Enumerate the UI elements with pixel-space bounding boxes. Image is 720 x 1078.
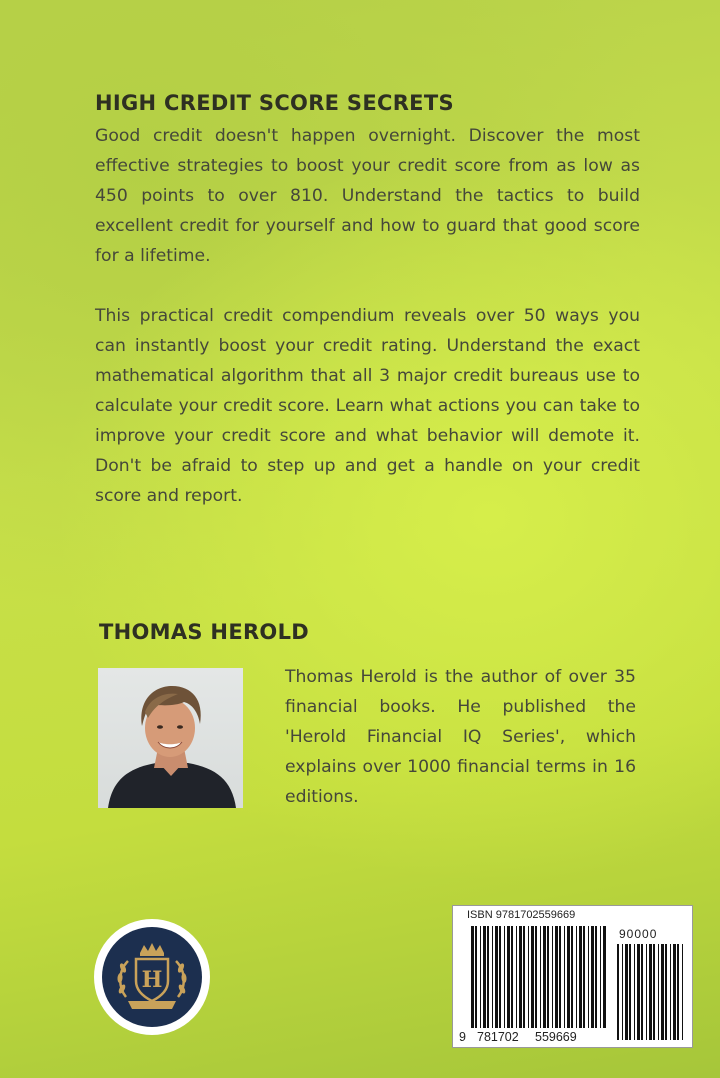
barcode-bar xyxy=(555,926,558,1028)
isbn-label: ISBN 9781702559669 xyxy=(467,909,576,921)
barcode-bar xyxy=(487,926,489,1028)
publisher-logo xyxy=(94,919,210,1035)
barcode-bar xyxy=(641,944,643,1040)
barcode-bar xyxy=(583,926,585,1028)
barcode-bar xyxy=(603,926,606,1028)
barcode-bar xyxy=(543,926,546,1028)
barcode-bar xyxy=(475,926,477,1028)
barcode-bar xyxy=(519,926,522,1028)
crest-letter: H xyxy=(141,967,163,993)
barcode-bar xyxy=(595,926,597,1028)
barcode-bar xyxy=(646,944,647,1040)
barcode-bar xyxy=(625,944,628,1040)
author-photo xyxy=(98,668,243,808)
barcode-bar xyxy=(531,926,534,1028)
barcode-bar xyxy=(576,926,577,1028)
crest-icon xyxy=(98,923,206,1031)
barcode-bar xyxy=(523,926,525,1028)
barcode-bar xyxy=(540,926,541,1028)
barcode-icon xyxy=(453,906,694,1049)
barcode-digit-group: 781702 xyxy=(477,1030,519,1044)
barcode-bar xyxy=(637,944,640,1040)
barcode-bar xyxy=(528,926,529,1028)
barcode-bar xyxy=(480,926,481,1028)
barcode-bar xyxy=(495,926,498,1028)
barcode-bar xyxy=(591,926,594,1028)
barcode-bar xyxy=(571,926,573,1028)
barcode-bar xyxy=(511,926,513,1028)
barcode-bar xyxy=(492,926,493,1028)
barcode-bar xyxy=(588,926,589,1028)
barcode-bar xyxy=(579,926,582,1028)
barcode-bar xyxy=(617,944,619,1040)
barcode-bar xyxy=(507,926,510,1028)
barcode-bar xyxy=(564,926,565,1028)
barcode-bar xyxy=(559,926,561,1028)
author-portrait-icon xyxy=(98,668,243,808)
barcode-bar xyxy=(670,944,671,1040)
barcode-digit-group: 9 xyxy=(459,1030,466,1044)
barcode-bar xyxy=(629,944,631,1040)
barcode-bar xyxy=(547,926,549,1028)
barcode-bar xyxy=(535,926,537,1028)
barcode-bar xyxy=(673,944,676,1040)
barcode-bar xyxy=(499,926,501,1028)
blurb-paragraph-1: Good credit doesn't happen overnight. Discover the most effective strategies to boost your credit score from as low as 450 points to over 810. Understand the tactics to build excellent credit for yourself and how to guard that good score for a lifetime. xyxy=(95,126,640,266)
barcode-bar xyxy=(600,926,601,1028)
barcode-bar xyxy=(516,926,517,1028)
barcode-bar xyxy=(567,926,570,1028)
barcode-bar xyxy=(504,926,505,1028)
author-heading: THOMAS HEROLD xyxy=(99,620,309,644)
barcode-bar xyxy=(682,944,683,1040)
price-code: 90000 xyxy=(619,927,658,941)
barcode-box xyxy=(452,905,693,1048)
author-bio: Thomas Herold is the author of over 35 financial books. He published the 'Herold Financial IQ Series', which explains over 1000 financial terms in 16 editions. xyxy=(285,667,636,807)
blurb-title: HIGH CREDIT SCORE SECRETS xyxy=(95,91,454,115)
barcode-bar xyxy=(649,944,652,1040)
barcode-bar xyxy=(677,944,679,1040)
barcode-bar xyxy=(634,944,635,1040)
barcode-bar xyxy=(552,926,553,1028)
barcode-bar xyxy=(658,944,659,1040)
barcode-bar xyxy=(471,926,474,1028)
barcode-digit-group: 559669 xyxy=(535,1030,577,1044)
barcode-bar xyxy=(665,944,667,1040)
barcode-bar xyxy=(483,926,486,1028)
barcode-bar xyxy=(653,944,655,1040)
barcode-bar xyxy=(661,944,664,1040)
barcode-bar xyxy=(622,944,623,1040)
blurb-paragraph-2: This practical credit compendium reveals over 50 ways you can instantly boost your credit rating. Understand the exact mathematical algorithm that all 3 major credit bureaus use to calculate your credit score. Learn what actions you can take to improve your credit score and what behavior will demote it. Don't be afraid to step up and get a handle on your credit score and report. xyxy=(95,306,640,506)
